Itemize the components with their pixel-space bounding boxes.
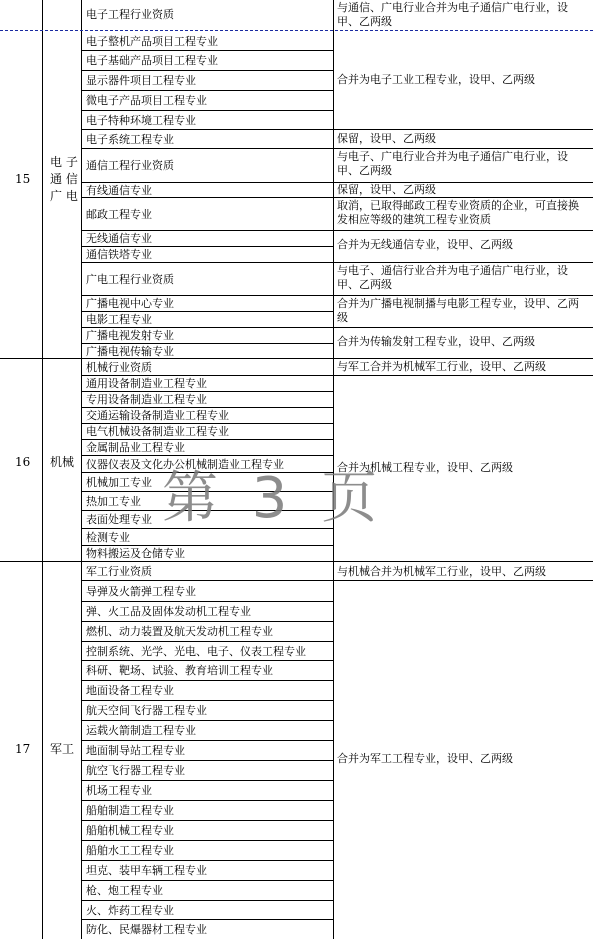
note-border [333,375,593,376]
item-row-border [81,621,333,622]
note-border [333,580,593,581]
item-row-border [81,407,333,408]
item-row-border [81,601,333,602]
item-row-border [81,860,333,861]
note-cell: 保留，设甲、乙两级 [337,183,436,196]
item-cell: 热加工专业 [86,495,141,508]
section-category: 广 电 [50,189,78,203]
section-category: 军工 [50,742,75,756]
item-cell: 火、炸药工程专业 [86,904,174,917]
item-cell: 导弹及火箭弹工程专业 [86,585,196,598]
note-cell: 与通信、广电行业合并为电子通信广电行业，设甲、乙两级 [337,1,568,28]
item-row-border [81,50,333,51]
item-cell: 有线通信专业 [86,184,152,197]
note-cell: 合并为电子工业工程专业，设甲、乙两级 [337,73,535,86]
section-border [0,561,593,562]
item-cell: 电子系统工程专业 [86,133,174,146]
item-row-border [81,439,333,440]
item-cell: 邮政工程专业 [86,208,152,221]
item-cell: 物料搬运及仓储专业 [86,547,185,560]
item-row-border [81,391,333,392]
item-cell: 交通运输设备制造业工程专业 [86,409,229,422]
item-row-border [81,820,333,821]
item-cell: 运载火箭制造工程专业 [86,724,196,737]
item-row-border [81,545,333,546]
note-cell: 合并为无线通信专业，设甲、乙两级 [337,238,513,251]
note-cell: 合并为机械工程专业，设甲、乙两级 [337,461,513,474]
item-cell: 电气机械设备制造业工程专业 [86,425,229,438]
item-row-border [81,182,333,183]
item-cell: 电子工程行业资质 [86,8,174,21]
note-cell: 合并为军工工程专业，设甲、乙两级 [337,752,513,765]
item-row-border [81,343,333,344]
section-category: 机械 [50,455,75,469]
item-row-border [81,262,333,263]
section-number: 16 [15,455,31,469]
item-row-border [81,680,333,681]
section-category: 通 信 [50,172,78,186]
note-cell: 与机械合并为机械军工行业，设甲、乙两级 [337,565,546,578]
item-cell: 广播电视发射专业 [86,329,174,342]
item-cell: 电影工程专业 [86,313,152,326]
item-cell: 广电工程行业资质 [86,273,174,286]
section-number: 17 [15,742,31,756]
item-row-border [81,760,333,761]
table-border-left [42,0,43,939]
page-number-watermark: 第 3 页 [162,466,386,531]
item-cell: 防化、民爆器材工程专业 [86,923,207,936]
item-row-border [81,780,333,781]
item-row-border [81,246,333,247]
item-cell: 船舶制造工程专业 [86,804,174,817]
note-border [333,197,593,198]
item-row-border [81,740,333,741]
item-cell: 电子整机产品项目工程专业 [86,35,218,48]
note-border [333,148,593,149]
item-cell: 广播电视中心专业 [86,297,174,310]
item-cell: 广播电视传输专业 [86,345,174,358]
note-cell: 合并为广播电视制播与电影工程专业，设甲、乙两级 [337,297,579,324]
item-row-border [81,197,333,198]
item-cell: 显示器件项目工程专业 [86,74,196,87]
item-row-border [81,129,333,130]
note-border [333,262,593,263]
item-cell: 航天空间飞行器工程专业 [86,704,207,717]
item-cell: 控制系统、光学、光电、电子、仪表工程专业 [86,645,306,658]
item-row-border [81,311,333,312]
note-cell: 合并为传输发射工程专业，设甲、乙两级 [337,335,535,348]
note-cell: 与军工合并为机械军工行业，设甲、乙两级 [337,360,546,373]
note-cell: 取消，已取得邮政工程专业资质的企业，可直接换发相应等级的建筑工程专业资质 [337,199,579,226]
note-cell: 保留，设甲、乙两级 [337,132,436,145]
page-break-line [0,30,593,31]
item-cell: 检测专业 [86,531,130,544]
note-border [333,295,593,296]
item-cell: 船舶水工工程专业 [86,844,174,857]
item-row-border [81,840,333,841]
item-cell: 船舶机械工程专业 [86,824,174,837]
item-cell: 枪、炮工程专业 [86,884,163,897]
item-cell: 地面制导站工程专业 [86,744,185,757]
note-border [333,327,593,328]
item-cell: 专用设备制造业工程专业 [86,393,207,406]
item-row-border [81,110,333,111]
item-cell: 航空飞行器工程专业 [86,764,185,777]
item-row-border [81,700,333,701]
item-cell: 科研、靶场、试验、教育培训工程专业 [86,664,273,677]
item-row-border [81,327,333,328]
item-row-border [81,580,333,581]
item-cell: 弹、火工品及固体发动机工程专业 [86,605,251,618]
item-row-border [81,660,333,661]
item-cell: 通用设备制造业工程专业 [86,377,207,390]
item-row-border [81,148,333,149]
item-row-border [81,90,333,91]
item-cell: 通信工程行业资质 [86,159,174,172]
item-cell: 机械加工专业 [86,476,152,489]
table-divider-category [81,0,82,939]
item-row-border [81,230,333,231]
item-cell: 电子基础产品项目工程专业 [86,54,218,67]
item-row-border [81,641,333,642]
item-cell: 表面处理专业 [86,513,152,526]
item-cell: 无线通信专业 [86,232,152,245]
item-row-border [81,423,333,424]
item-cell: 燃机、动力装置及航天发动机工程专业 [86,625,273,638]
note-cell: 与电子、通信行业合并为电子通信广电行业，设甲、乙两级 [337,264,568,291]
item-cell: 军工行业资质 [86,565,152,578]
item-cell: 机场工程专业 [86,784,152,797]
note-border [333,230,593,231]
item-cell: 电子特种环境工程专业 [86,114,196,127]
item-row-border [81,919,333,920]
item-row-border [81,800,333,801]
section-category: 电 子 [50,155,78,169]
item-cell: 金属制品业工程专业 [86,441,185,454]
item-row-border [81,375,333,376]
section-number: 15 [15,172,31,186]
item-row-border [81,720,333,721]
item-cell: 微电子产品项目工程专业 [86,94,207,107]
item-row-border [81,880,333,881]
note-border [333,129,593,130]
item-cell: 通信铁塔专业 [86,248,152,261]
item-cell: 坦克、装甲车辆工程专业 [86,864,207,877]
note-cell: 与电子、广电行业合并为电子通信广电行业，设甲、乙两级 [337,150,568,177]
item-cell: 机械行业资质 [86,361,152,374]
item-row-border [81,900,333,901]
item-row-border [81,295,333,296]
item-cell: 仪器仪表及文化办公机械制造业工程专业 [86,458,284,471]
item-row-border [81,70,333,71]
item-cell: 地面设备工程专业 [86,684,174,697]
